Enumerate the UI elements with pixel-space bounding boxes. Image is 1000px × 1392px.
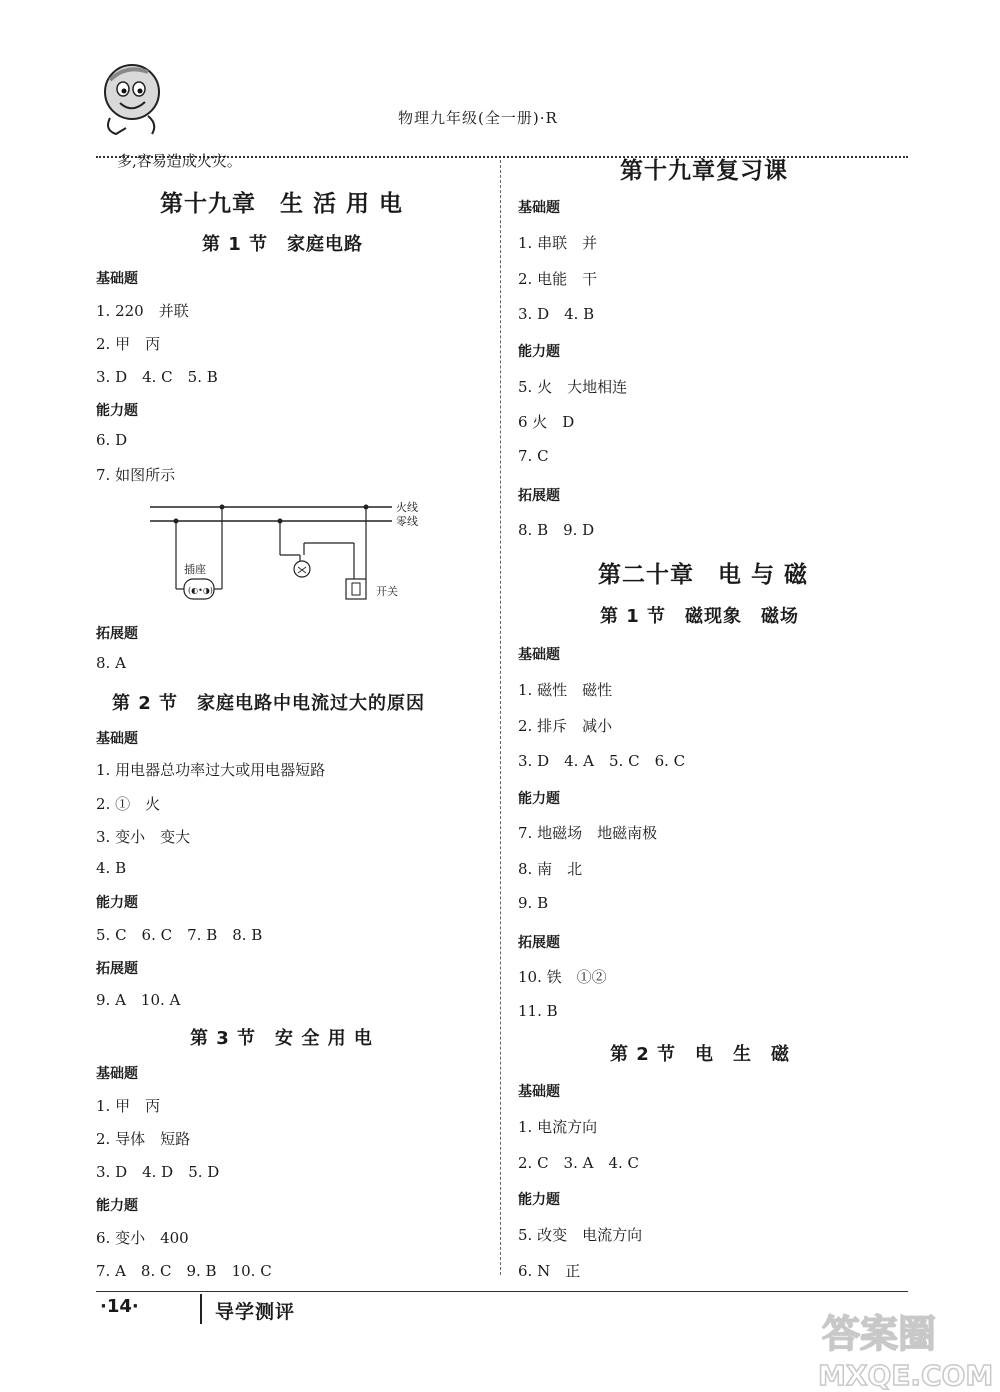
section-title: 第 2 节 电 生 磁 (610, 1044, 791, 1065)
section-title: 第 3 节 安 全 用 电 (190, 1028, 373, 1049)
circuit-diagram (140, 495, 440, 615)
live-wire-label: 火线 (396, 501, 418, 514)
answer-line: 5. 改变 电流方向 (518, 1226, 643, 1244)
switch-label: 开关 (376, 585, 398, 598)
answer-line: 5. 火 大地相连 (518, 378, 628, 396)
category-label: 拓展题 (518, 488, 560, 504)
answer-line: 2. 排斥 减小 (518, 717, 613, 735)
answer-line: 2. C 3. A 4. C (518, 1154, 640, 1172)
answer-line: 6. N 正 (518, 1262, 581, 1280)
category-label: 能力题 (96, 1198, 138, 1214)
socket-glyph: (◐•◑) (188, 586, 213, 595)
answer-line: 2. 电能 干 (518, 270, 598, 288)
category-label: 基础题 (518, 200, 560, 216)
answer-line: 6. 变小 400 (96, 1229, 189, 1247)
category-label: 基础题 (518, 1084, 560, 1100)
category-label: 能力题 (518, 791, 560, 807)
answer-line: 2. 甲 丙 (96, 335, 161, 353)
continuation-text: 多,容易造成火灾。 (117, 152, 242, 170)
chapter-review-title: 第十九章复习课 (620, 158, 788, 184)
category-label: 能力题 (518, 344, 560, 360)
answer-line: 2. 导体 短路 (96, 1130, 191, 1148)
category-label: 能力题 (518, 1192, 560, 1208)
category-label: 基础题 (96, 271, 138, 287)
switch-shape (346, 579, 366, 599)
answer-line: 4. B (96, 859, 127, 877)
answer-line: 1. 电流方向 (518, 1118, 598, 1136)
watermark-url-text: MXQE.COM (818, 1359, 994, 1391)
answer-line: 9. B (518, 894, 549, 912)
category-label: 能力题 (96, 895, 138, 911)
category-label: 拓展题 (518, 935, 560, 951)
answer-line: 1. 220 并联 (96, 302, 189, 320)
header-title: 物理九年级(全一册)·R (398, 109, 558, 127)
answer-line: 6 火 D (518, 413, 575, 431)
footer-separator (200, 1294, 202, 1324)
answer-line: 8. 南 北 (518, 860, 583, 878)
answer-line: 7. C (518, 447, 549, 465)
answer-line: 9. A 10. A (96, 991, 181, 1009)
answer-line: 7. 地磁场 地磁南极 (518, 824, 658, 842)
category-label: 拓展题 (96, 626, 138, 642)
column-divider (500, 160, 501, 1275)
category-label: 基础题 (96, 1066, 138, 1082)
watermark-top-text: 答案圈 (822, 1312, 937, 1356)
answer-line: 1. 磁性 磁性 (518, 681, 613, 699)
answer-line: 3. D 4. A 5. C 6. C (518, 752, 686, 770)
mascot-logo (96, 58, 166, 140)
answer-line: 3. 变小 变大 (96, 828, 191, 846)
section-title: 第 1 节 家庭电路 (202, 234, 364, 255)
section-title: 第 1 节 磁现象 磁场 (600, 606, 800, 627)
answer-line: 6. D (96, 431, 128, 449)
answer-line: 1. 用电器总功率过大或用电器短路 (96, 761, 326, 779)
answer-line: 3. D 4. D 5. D (96, 1163, 220, 1181)
answer-line: 5. C 6. C 7. B 8. B (96, 926, 263, 944)
page-number: ·14· (100, 1296, 139, 1317)
answer-line: 7. A 8. C 9. B 10. C (96, 1262, 272, 1280)
watermark-logo (808, 1303, 998, 1391)
answer-line: 1. 甲 丙 (96, 1097, 161, 1115)
answer-line: 2. ① 火 (96, 795, 161, 813)
answer-line: 1. 串联 并 (518, 234, 598, 252)
category-label: 拓展题 (96, 961, 138, 977)
chapter-title-20: 第二十章 电 与 磁 (598, 562, 809, 588)
answer-line: 7. 如图所示 (96, 466, 176, 484)
section-title: 第 2 节 家庭电路中电流过大的原因 (112, 693, 426, 714)
neutral-wire-label: 零线 (396, 515, 418, 528)
category-label: 基础题 (96, 731, 138, 747)
chapter-title-19: 第十九章 生 活 用 电 (160, 191, 404, 217)
footer-rule (96, 1291, 908, 1292)
socket-label: 插座 (184, 563, 206, 576)
answer-line: 3. D 4. B (518, 305, 595, 323)
bulb-shape (294, 561, 310, 577)
footer-brand: 导学测评 (215, 1301, 296, 1323)
answer-line: 10. 铁 ①② (518, 968, 607, 986)
category-label: 能力题 (96, 403, 138, 419)
answer-line: 8. A (96, 654, 126, 672)
answer-line: 3. D 4. C 5. B (96, 368, 218, 386)
answer-line: 11. B (518, 1002, 558, 1020)
category-label: 基础题 (518, 647, 560, 663)
answer-line: 8. B 9. D (518, 521, 595, 539)
